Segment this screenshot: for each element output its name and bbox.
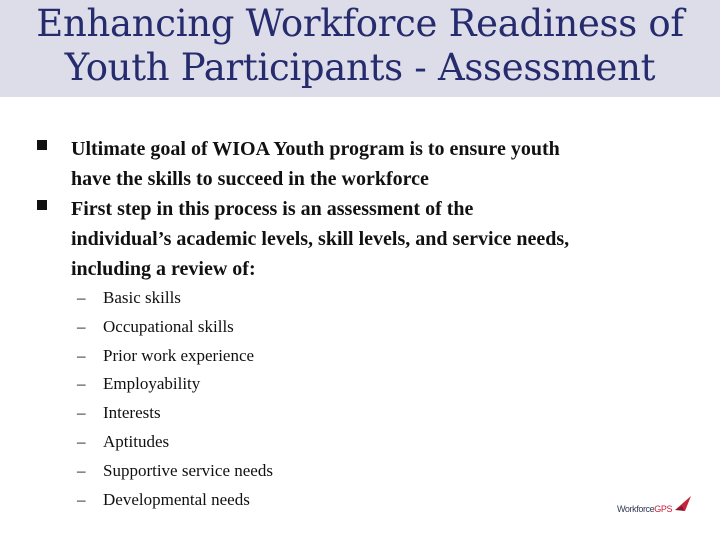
bullet-1-line-2: have the skills to succeed in the workforce [71,168,429,190]
sub-bullet-list [77,284,477,514]
logo-wordmark [617,504,672,514]
bullet-2-line-1: First step in this process is an assessment of the [71,198,474,220]
sub-item [77,313,477,342]
logo-text-accent: GPS [654,504,673,514]
bullet-item [36,134,696,194]
sub-item-label: Interests [103,403,161,423]
sub-item-label: Employability [103,374,201,394]
sub-item [77,399,477,428]
sub-item-label: Supportive service needs [103,460,273,480]
sub-item-label: Prior work experience [103,345,255,365]
logo-arrow-icon [673,494,693,512]
dash-icon: – [77,431,86,451]
workforcegps-logo [617,494,695,522]
logo-text-main: Workforce [617,504,655,514]
sub-item-label: Basic skills [103,288,181,307]
square-bullet-icon [37,140,47,150]
dash-icon: – [77,316,86,336]
bullet-2-line-2: individual’s academic levels, skill levels, and service needs, [71,228,570,250]
sub-item [77,486,477,515]
bullet-item [36,194,696,284]
title-line-1: Enhancing Workforce Readiness of [36,2,684,45]
sub-item [77,284,477,313]
dash-icon: – [77,345,86,365]
slide-title [0,2,720,90]
sub-item [77,428,477,457]
dash-icon: – [77,403,86,423]
dash-icon: – [77,374,86,394]
dash-icon: – [77,288,86,307]
sub-item-label: Aptitudes [103,431,170,451]
title-line-2: Youth Participants - Assessment [64,46,656,89]
bullet-list [36,134,696,284]
dash-icon: – [77,489,86,509]
bullet-2-line-3: including a review of: [71,258,256,280]
square-bullet-icon [37,200,47,210]
dash-icon: – [77,460,86,480]
sub-item [77,457,477,486]
sub-item [77,370,477,399]
sub-item-label: Developmental needs [103,489,250,509]
sub-item-label: Occupational skills [103,316,234,336]
sub-item [77,342,477,371]
bullet-1-line-1: Ultimate goal of WIOA Youth program is to ensure youth [71,138,560,160]
